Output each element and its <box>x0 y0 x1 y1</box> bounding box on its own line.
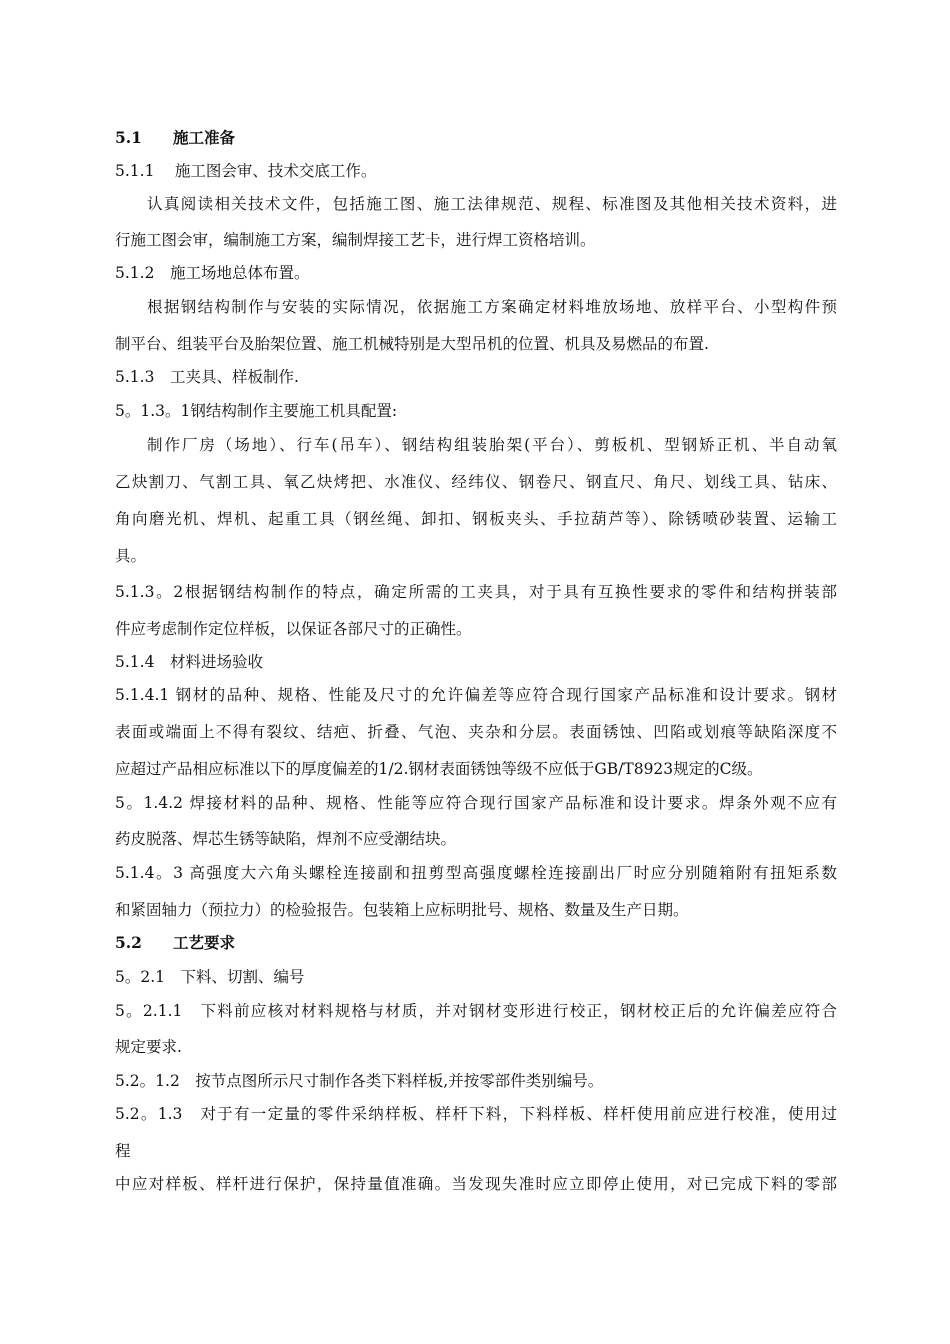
subsection-heading-5-1-4-2: 5。1.4.2 焊接材料的品种、规格、性能等应符合现行国家产品标准和设计要求。焊条外观不应有 <box>115 794 837 812</box>
subsection-heading-5-1-4-3: 5.1.4。3 高强度大六角头螺栓连接副和扭剪型高强度螺栓连接副出厂时应分别随箱附有扭矩系数 <box>115 864 837 882</box>
paragraph-line: 根据钢结构制作与安装的实际情况，依据施工方案确定材料堆放场地、放样平台、小型构件预 <box>147 298 837 316</box>
paragraph-line: 制作厂房（场地）、行车(吊车）、钢结构组装胎架(平台）、剪板机、型钢矫正机、半自动氧 <box>147 436 837 454</box>
section-heading-5-1: 5.1 施工准备 <box>115 128 235 147</box>
paragraph-line: 表面或端面上不得有裂纹、结疤、折叠、气泡、夹杂和分层。表面锈蚀、凹陷或划痕等缺陷深度不 <box>115 723 837 741</box>
section-heading-5-2: 5.2 工艺要求 <box>115 933 235 952</box>
subsection-heading-5-1-4-1: 5.1.4.1 钢材的品种、规格、性能及尺寸的允许偏差等应符合现行国家产品标准和设计要求。钢材 <box>115 686 837 704</box>
paragraph-line: 角向磨光机、焊机、起重工具（钢丝绳、卸扣、钢板夹头、手拉葫芦等）、除锈喷砂装置、运输工 <box>115 510 837 528</box>
paragraph-line: 乙炔割刀、气割工具、氧乙炔烤把、水准仪、经纬仪、钢卷尺、钢直尺、角尺、划线工具、钻床、 <box>115 473 837 491</box>
paragraph-line: 行施工图会审，编制施工方案，编制焊接工艺卡，进行焊工资格培训。 <box>115 231 596 249</box>
paragraph-line: 程 <box>115 1142 131 1160</box>
subsection-heading-5-1-3-1: 5。1.3。1钢结构制作主要施工机具配置: <box>115 402 398 420</box>
paragraph-line: 药皮脱落、焊芯生锈等缺陷，焊剂不应受潮结块。 <box>115 830 457 848</box>
paragraph-line: 具。 <box>115 547 147 565</box>
subsection-heading-5-2-1-3: 5.2。1.3 对于有一定量的零件采纳样板、样杆下料，下料样板、样杆使用前应进行校准，使用过 <box>115 1105 837 1123</box>
paragraph-line: 认真阅读相关技术文件，包括施工图、施工法律规范、规程、标准图及其他相关技术资料，进 <box>147 195 837 213</box>
paragraph-line: 中应对样板、样杆进行保护，保持量值准确。当发现失准时应立即停止使用，对已完成下料的零部 <box>115 1175 837 1193</box>
subsection-heading-5-2-1-1: 5。2.1.1 下料前应核对材料规格与材质，并对钢材变形进行校正，钢材校正后的允许偏差应符合 <box>115 1002 837 1020</box>
paragraph-line: 应超过产品相应标准以下的厚度偏差的1/2.钢材表面锈蚀等级不应低于GB/T8923规定的C级。 <box>115 760 763 778</box>
subsection-heading-5-2-1-2: 5.2。1.2 按节点图所示尺寸制作各类下料样板,并按零部件类别编号。 <box>115 1072 604 1090</box>
paragraph-line: 制平台、组装平台及胎架位置、施工机械特别是大型吊机的位置、机具及易燃品的布置. <box>115 335 709 353</box>
paragraph-line: 规定要求. <box>115 1038 182 1056</box>
subsection-heading-5-1-3-2: 5.1.3。2根据钢结构制作的特点，确定所需的工夹具，对于具有互换性要求的零件和结构拼装部 <box>115 583 837 601</box>
subsection-heading-5-2-1: 5。2.1 下料、切割、编号 <box>115 968 305 986</box>
subsection-heading-5-1-4: 5.1.4 材料进场验收 <box>115 653 263 671</box>
paragraph-line: 和紧固轴力（预拉力）的检验报告。包装箱上应标明批号、规格、数量及生产日期。 <box>115 901 689 919</box>
subsection-heading-5-1-3: 5.1.3 工夹具、样板制作. <box>115 368 299 386</box>
subsection-heading-5-1-1: 5.1.1 施工图会审、技术交底工作。 <box>115 162 377 180</box>
subsection-heading-5-1-2: 5.1.2 施工场地总体布置。 <box>115 264 310 282</box>
paragraph-line: 件应考虑制作定位样板，以保证各部尺寸的正确性。 <box>115 620 472 638</box>
